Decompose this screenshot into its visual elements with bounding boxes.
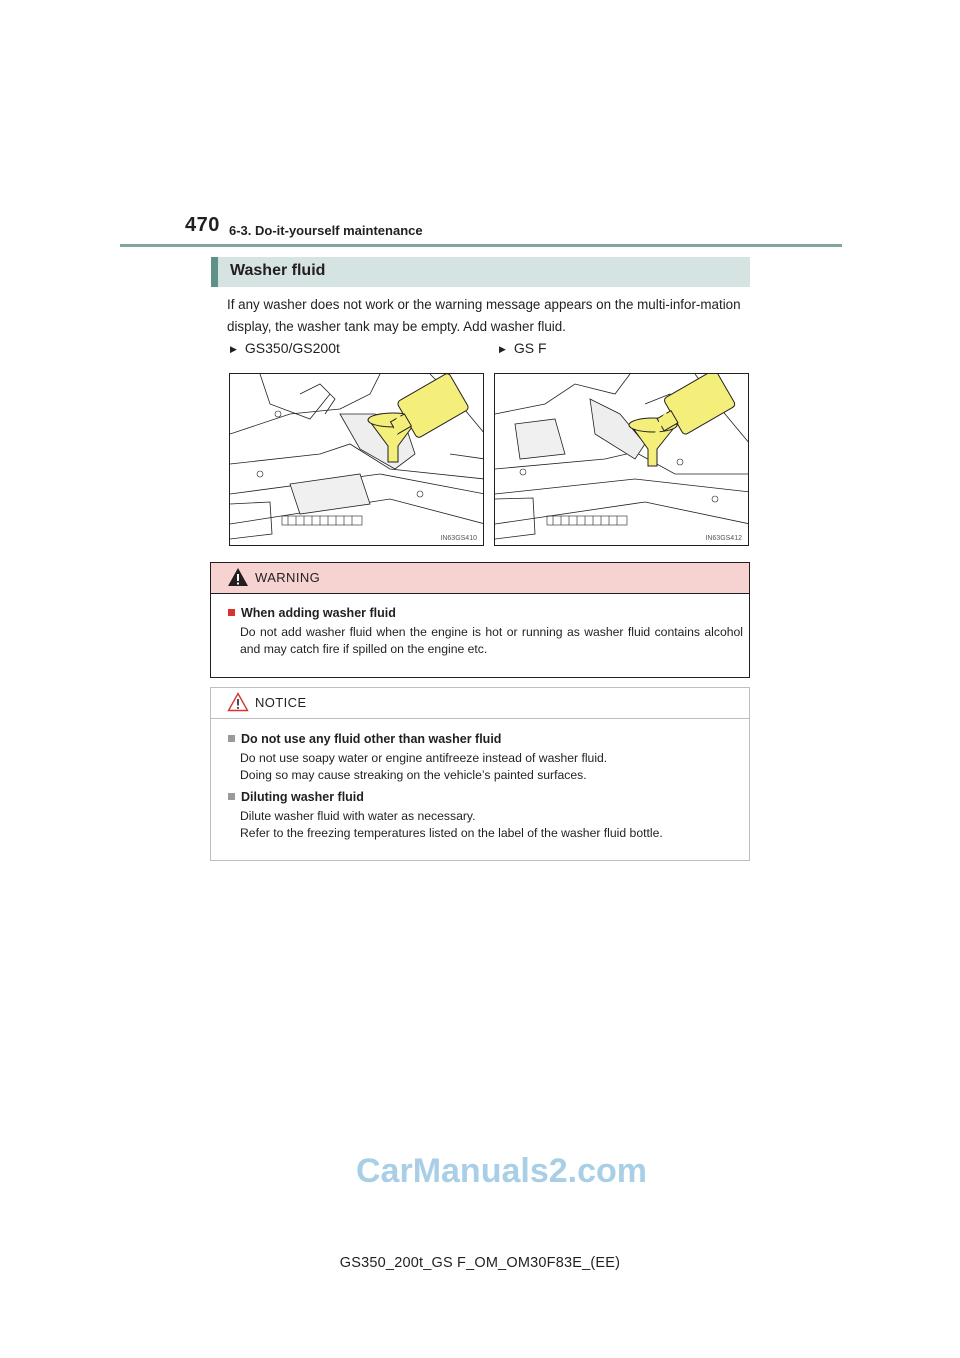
footer-code: GS350_200t_GS F_OM_OM30F83E_(EE)	[339, 1255, 621, 1271]
warning-item-heading-text: When adding washer fluid	[241, 606, 396, 620]
warning-item-body	[228, 624, 743, 657]
notice-item-heading	[228, 732, 743, 746]
notice-item-body	[228, 808, 743, 841]
notice-item	[228, 790, 743, 841]
notice-item-heading-text: Do not use any fluid other than washer fluid	[241, 732, 502, 746]
caution-triangle-icon	[227, 692, 249, 712]
notice-title: NOTICE	[255, 695, 307, 710]
arrow-right-icon: ▶	[230, 344, 237, 354]
warning-item-heading	[228, 606, 743, 620]
page-number: 470	[185, 214, 220, 236]
watermark: CarManuals2.com	[356, 1152, 647, 1190]
square-bullet-icon	[228, 793, 235, 800]
notice-item	[228, 732, 743, 783]
notice-item-line: Refer to the freezing temperatures listed on the label of the washer fluid bottle.	[240, 825, 663, 840]
notice-header	[211, 688, 749, 719]
square-bullet-icon	[228, 735, 235, 742]
engine-illustration-gsf	[494, 373, 749, 546]
variant-label-gs350	[230, 340, 340, 356]
figure-code: IN63GS410	[440, 535, 477, 542]
notice-item-heading-text: Diluting washer fluid	[241, 790, 364, 804]
variant-label-gsf	[499, 340, 547, 356]
section-title-bar	[211, 257, 750, 287]
warning-box	[210, 562, 750, 678]
section-title: Washer fluid	[230, 262, 326, 279]
header-rule	[120, 244, 842, 247]
warning-triangle-icon	[227, 567, 249, 587]
warning-item	[228, 606, 743, 657]
engine-bay-drawing	[495, 374, 749, 546]
variant-label-text: GS350/GS200t	[244, 340, 340, 356]
engine-illustration-gs350	[229, 373, 484, 546]
arrow-right-icon: ▶	[499, 344, 506, 354]
warning-item-line: Do not add washer fluid when the engine is hot or running as washer fluid contains alcohol and may catch fire if spilled on the engine etc.	[240, 625, 743, 656]
notice-item-line: Do not use soapy water or engine antifreeze instead of washer fluid.	[240, 751, 608, 765]
section-header: 6-3. Do-it-yourself maintenance	[229, 223, 423, 238]
intro-paragraph: If any washer does not work or the warning message appears on the multi-infor-mation display, the washer tank may be empty. Add washer fluid.	[227, 297, 741, 334]
notice-item-line: Dilute washer fluid with water as necessary.	[240, 809, 476, 823]
warning-header	[211, 563, 749, 594]
square-bullet-icon	[228, 609, 235, 616]
figure-code: IN63GS412	[705, 535, 742, 542]
engine-bay-drawing	[230, 374, 484, 546]
variant-label-text: GS F	[513, 340, 547, 356]
warning-title: WARNING	[255, 570, 321, 585]
notice-item-heading	[228, 790, 743, 804]
notice-box	[210, 687, 750, 861]
notice-item-body	[228, 750, 743, 783]
notice-item-line: Doing so may cause streaking on the vehicle’s painted surfaces.	[240, 767, 587, 782]
